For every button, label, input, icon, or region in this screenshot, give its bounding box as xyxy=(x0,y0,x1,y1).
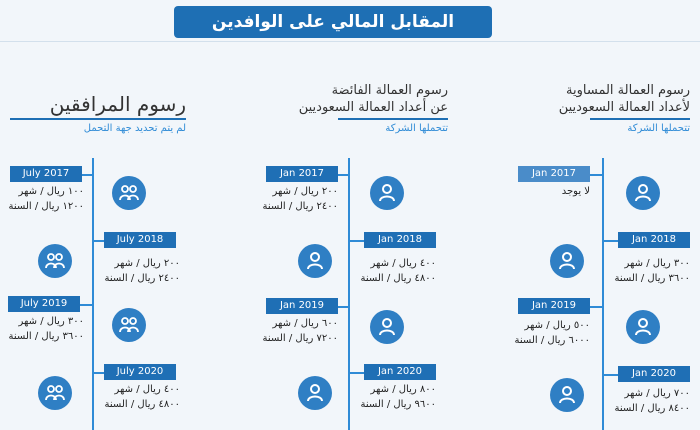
fee-yearly: ٢٤٠٠ ريال / السنة xyxy=(104,273,180,284)
person-icon xyxy=(626,310,660,344)
date-badge: Jan 2019 xyxy=(518,298,590,314)
date-badge: Jan 2019 xyxy=(266,298,338,314)
person-icon xyxy=(550,378,584,412)
timeline-connector xyxy=(604,240,618,242)
fee-monthly: ٣٠٠ ريال / شهر xyxy=(18,316,84,327)
column-title-line1: رسوم العمالة الفائضة xyxy=(331,83,448,98)
column-header xyxy=(510,82,690,134)
fee-yearly: ١٢٠٠ ريال / السنة xyxy=(8,201,84,212)
fee-yearly: ٤٨٠٠ ريال / السنة xyxy=(104,399,180,410)
column-dependents xyxy=(0,0,200,430)
timeline-connector xyxy=(350,240,364,242)
column-header xyxy=(6,92,186,134)
person-icon xyxy=(370,176,404,210)
date-badge: Jan 2018 xyxy=(364,232,436,248)
timeline-connector xyxy=(590,306,602,308)
fee-monthly: لا يوجد xyxy=(561,186,590,197)
date-badge: July 2019 xyxy=(8,296,80,312)
fee-text xyxy=(96,382,180,412)
date-badge: July 2018 xyxy=(104,232,176,248)
column-header xyxy=(258,82,448,134)
person-icon xyxy=(298,244,332,278)
fee-yearly: ٧٢٠٠ ريال / السنة xyxy=(262,333,338,344)
fee-text xyxy=(96,256,180,286)
column-subtitle: تتحملها الشركة xyxy=(385,123,448,134)
timeline-connector xyxy=(338,306,348,308)
fee-monthly: ٦٠٠ ريال / شهر xyxy=(272,318,338,329)
fee-text xyxy=(518,184,590,199)
date-badge: July 2020 xyxy=(104,364,176,380)
fee-text xyxy=(356,256,436,286)
fee-text xyxy=(0,314,84,344)
date-badge: July 2017 xyxy=(10,166,82,182)
person-icon xyxy=(298,376,332,410)
fee-monthly: ٥٠٠ ريال / شهر xyxy=(524,320,590,331)
fee-text xyxy=(0,184,84,214)
fee-monthly: ٣٠٠ ريال / شهر xyxy=(624,258,690,269)
timeline-connector xyxy=(604,374,618,376)
timeline-connector xyxy=(94,372,104,374)
title-underline xyxy=(10,118,186,120)
fee-text xyxy=(610,256,690,286)
fee-text xyxy=(258,184,338,214)
title-underline xyxy=(338,118,448,120)
page-title: المقابل المالي على الوافدين xyxy=(211,12,455,32)
title-underline xyxy=(590,118,690,120)
timeline-connector xyxy=(82,174,92,176)
timeline-connector xyxy=(338,174,348,176)
person-icon xyxy=(370,310,404,344)
fee-text xyxy=(258,316,338,346)
timeline-line xyxy=(92,158,94,430)
fee-monthly: ٢٠٠ ريال / شهر xyxy=(114,258,180,269)
family-icon xyxy=(38,244,72,278)
fee-yearly: ٩٦٠٠ ريال / السنة xyxy=(360,399,436,410)
column-title: رسوم المرافقين xyxy=(49,92,186,116)
timeline-connector xyxy=(350,372,364,374)
date-badge: Jan 2018 xyxy=(618,232,690,248)
date-badge: Jan 2017 xyxy=(266,166,338,182)
column-title-line2: عن أعداد العمالة السعوديين xyxy=(298,100,448,115)
fee-monthly: ٤٠٠ ريال / شهر xyxy=(370,258,436,269)
fee-monthly: ٢٠٠ ريال / شهر xyxy=(272,186,338,197)
column-equal-workers xyxy=(500,0,700,430)
fee-monthly: ١٠٠ ريال / شهر xyxy=(18,186,84,197)
timeline-connector xyxy=(590,174,602,176)
column-title-line2: لأعداد العمالة السعوديين xyxy=(558,100,690,115)
column-title-line1: رسوم العمالة المساوية xyxy=(566,83,690,98)
column-subtitle: لم يتم تحديد جهة التحمل xyxy=(83,123,186,134)
family-icon xyxy=(112,308,146,342)
person-icon xyxy=(626,176,660,210)
person-icon xyxy=(550,244,584,278)
fee-yearly: ٦٠٠٠ ريال / السنة xyxy=(514,335,590,346)
timeline-connector xyxy=(80,304,92,306)
fee-yearly: ٢٤٠٠ ريال / السنة xyxy=(262,201,338,212)
column-surplus-workers xyxy=(258,0,458,430)
timeline-line xyxy=(348,158,350,430)
timeline-line xyxy=(602,158,604,430)
column-subtitle: تتحملها الشركة xyxy=(627,123,690,134)
fee-text xyxy=(610,386,690,416)
fee-yearly: ٣٦٠٠ ريال / السنة xyxy=(614,273,690,284)
fee-monthly: ٧٠٠ ريال / شهر xyxy=(624,388,690,399)
timeline-connector xyxy=(94,240,104,242)
family-icon xyxy=(112,176,146,210)
fee-text xyxy=(510,318,590,348)
fee-yearly: ٨٤٠٠ ريال / السنة xyxy=(614,403,690,414)
date-badge: Jan 2020 xyxy=(364,364,436,380)
date-badge: Jan 2020 xyxy=(618,366,690,382)
family-icon xyxy=(38,376,72,410)
fee-yearly: ٣٦٠٠ ريال / السنة xyxy=(8,331,84,342)
date-badge: Jan 2017 xyxy=(518,166,590,182)
fee-monthly: ٤٠٠ ريال / شهر xyxy=(114,384,180,395)
fee-yearly: ٤٨٠٠ ريال / السنة xyxy=(360,273,436,284)
fee-text xyxy=(356,382,436,412)
fee-monthly: ٨٠٠ ريال / شهر xyxy=(370,384,436,395)
